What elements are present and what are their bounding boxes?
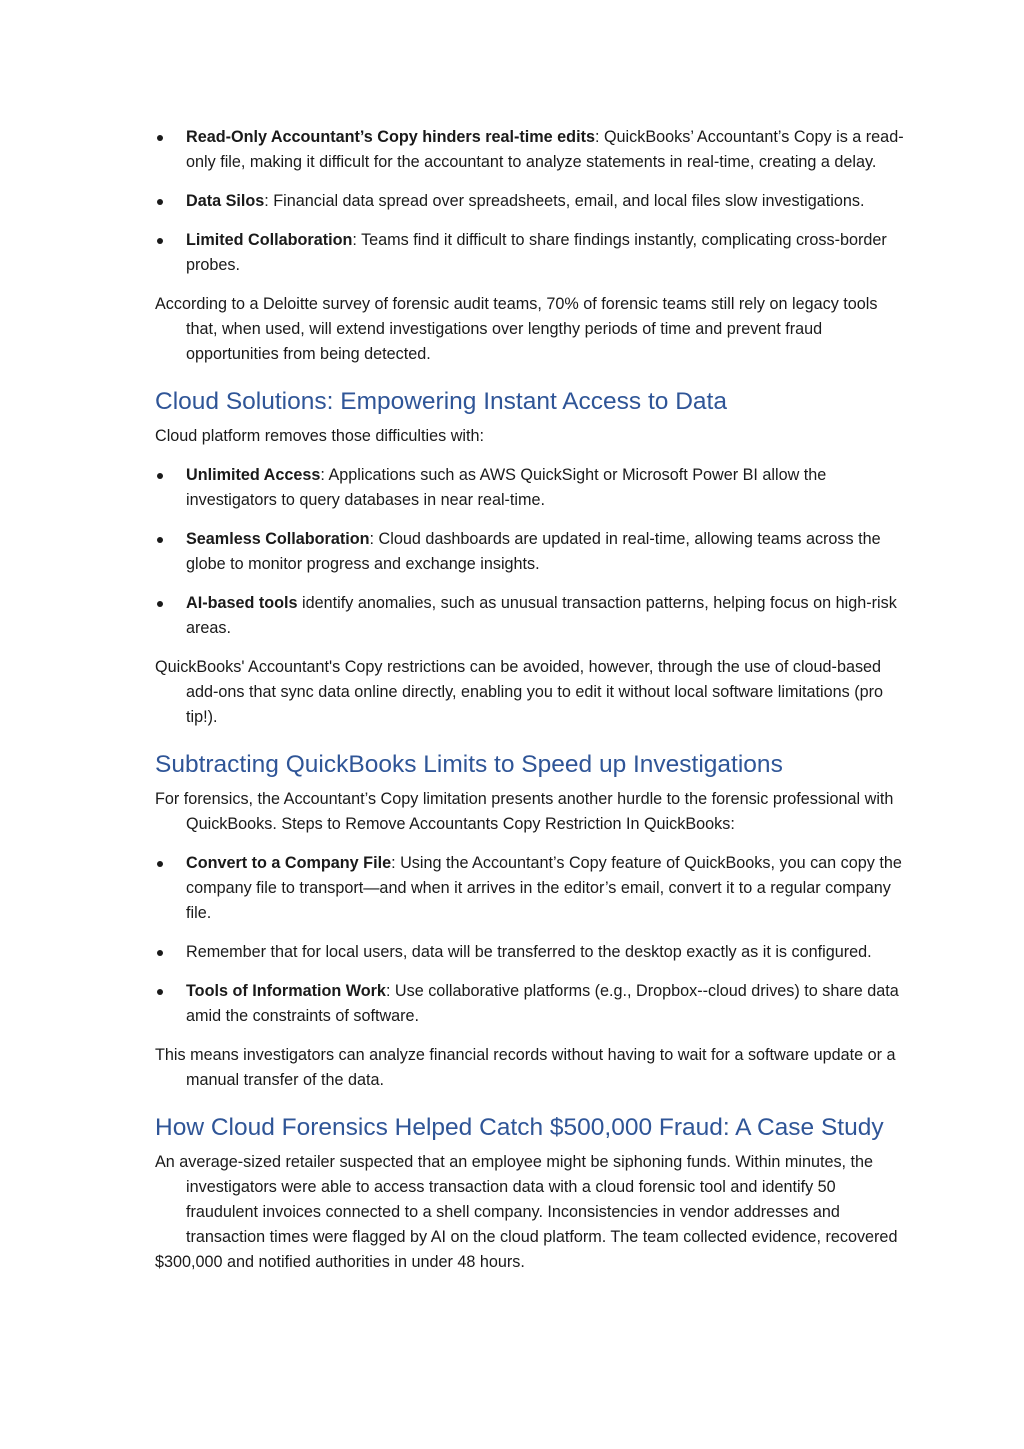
section-heading-case-study: How Cloud Forensics Helped Catch $500,000 Fraud: A Case Study xyxy=(155,1114,884,1141)
list-item xyxy=(155,125,905,175)
case-study-tail: $300,000 and notified authorities in under 48 hours. xyxy=(155,1253,525,1271)
cloud-solutions-bullet-list xyxy=(155,463,905,641)
bullet-bold-lead: Read-Only Accountant’s Copy hinders real-time edits xyxy=(186,128,595,146)
section-heading-cloud-solutions: Cloud Solutions: Empowering Instant Access to Data xyxy=(155,388,727,415)
list-item xyxy=(155,463,905,513)
section-closing-paragraph: QuickBooks' Accountant's Copy restrictions can be avoided, however, through the use of cloud-based add-ons that sync data online directly, enabling you to edit it without local software limitations (pro tip!). xyxy=(155,658,884,726)
bullet-text: : Using the Accountant’s Copy feature of QuickBooks, you can copy the company file to transport—and when it arrives in the editor’s email, convert it to a regular company file. xyxy=(186,854,902,922)
bullet-bold-lead: AI-based tools xyxy=(186,594,298,612)
case-study-paragraph: An average-sized retailer suspected that an employee might be siphoning funds. Within minutes, the investigators were able to access transaction data with a cloud forensic tool and identify 50 fraudulent invoices connected to a shell company. Inconsistencies in vendor addresses and transaction times were flagged by AI on the cloud platform. The team collected evidence, recovered xyxy=(155,1153,898,1246)
bullet-text: : QuickBooks’ Accountant’s Copy is a read-only file, making it difficult for the accountant to analyze statements in real-time, creating a delay. xyxy=(186,128,904,171)
bullet-bold-lead: Convert to a Company File xyxy=(186,854,392,872)
bullet-bold-lead: Seamless Collaboration xyxy=(186,530,370,548)
intro-paragraph: According to a Deloitte survey of forensic audit teams, 70% of forensic teams still rely on legacy tools that, when used, will extend investigations over lengthy periods of time and prevent fraud opportunities from being detected. xyxy=(155,295,878,363)
bullet-text: : Financial data spread over spreadsheets, email, and local files slow investigations. xyxy=(264,192,865,210)
bullet-text: Remember that for local users, data will be transferred to the desktop exactly as it is configured. xyxy=(186,943,872,961)
bullet-text: : Use collaborative platforms (e.g., Dropbox--cloud drives) to share data amid the constraints of software. xyxy=(186,982,899,1025)
list-item xyxy=(155,591,905,641)
document-page xyxy=(155,125,905,1289)
bullet-text: : Applications such as AWS QuickSight or Microsoft Power BI allow the investigators to query databases in near real-time. xyxy=(186,466,827,509)
section-lead: For forensics, the Accountant’s Copy limitation presents another hurdle to the forensic professional with QuickBooks. Steps to Remove Accountants Copy Restriction In QuickBooks: xyxy=(155,790,894,833)
bullet-text: identify anomalies, such as unusual transaction patterns, helping focus on high-risk areas. xyxy=(186,594,897,637)
section-lead: Cloud platform removes those difficulties with: xyxy=(155,427,484,445)
bullet-text: : Cloud dashboards are updated in real-time, allowing teams across the globe to monitor progress and exchange insights. xyxy=(186,530,881,573)
list-item xyxy=(155,979,905,1029)
bullet-text: : Teams find it difficult to share findings instantly, complicating cross-border probes. xyxy=(186,231,887,274)
section-closing-paragraph: This means investigators can analyze financial records without having to wait for a software update or a manual transfer of the data. xyxy=(155,1046,896,1089)
list-item xyxy=(155,851,905,926)
list-item xyxy=(155,228,905,278)
intro-bullet-list xyxy=(155,125,905,278)
bullet-bold-lead: Data Silos xyxy=(186,192,265,210)
list-item xyxy=(155,940,905,965)
bullet-bold-lead: Unlimited Access xyxy=(186,466,321,484)
bullet-bold-lead: Tools of Information Work xyxy=(186,982,386,1000)
list-item xyxy=(155,189,905,214)
list-item xyxy=(155,527,905,577)
bullet-bold-lead: Limited Collaboration xyxy=(186,231,353,249)
section-heading-quickbooks-limits: Subtracting QuickBooks Limits to Speed up Investigations xyxy=(155,751,783,778)
quickbooks-steps-bullet-list xyxy=(155,851,905,1029)
